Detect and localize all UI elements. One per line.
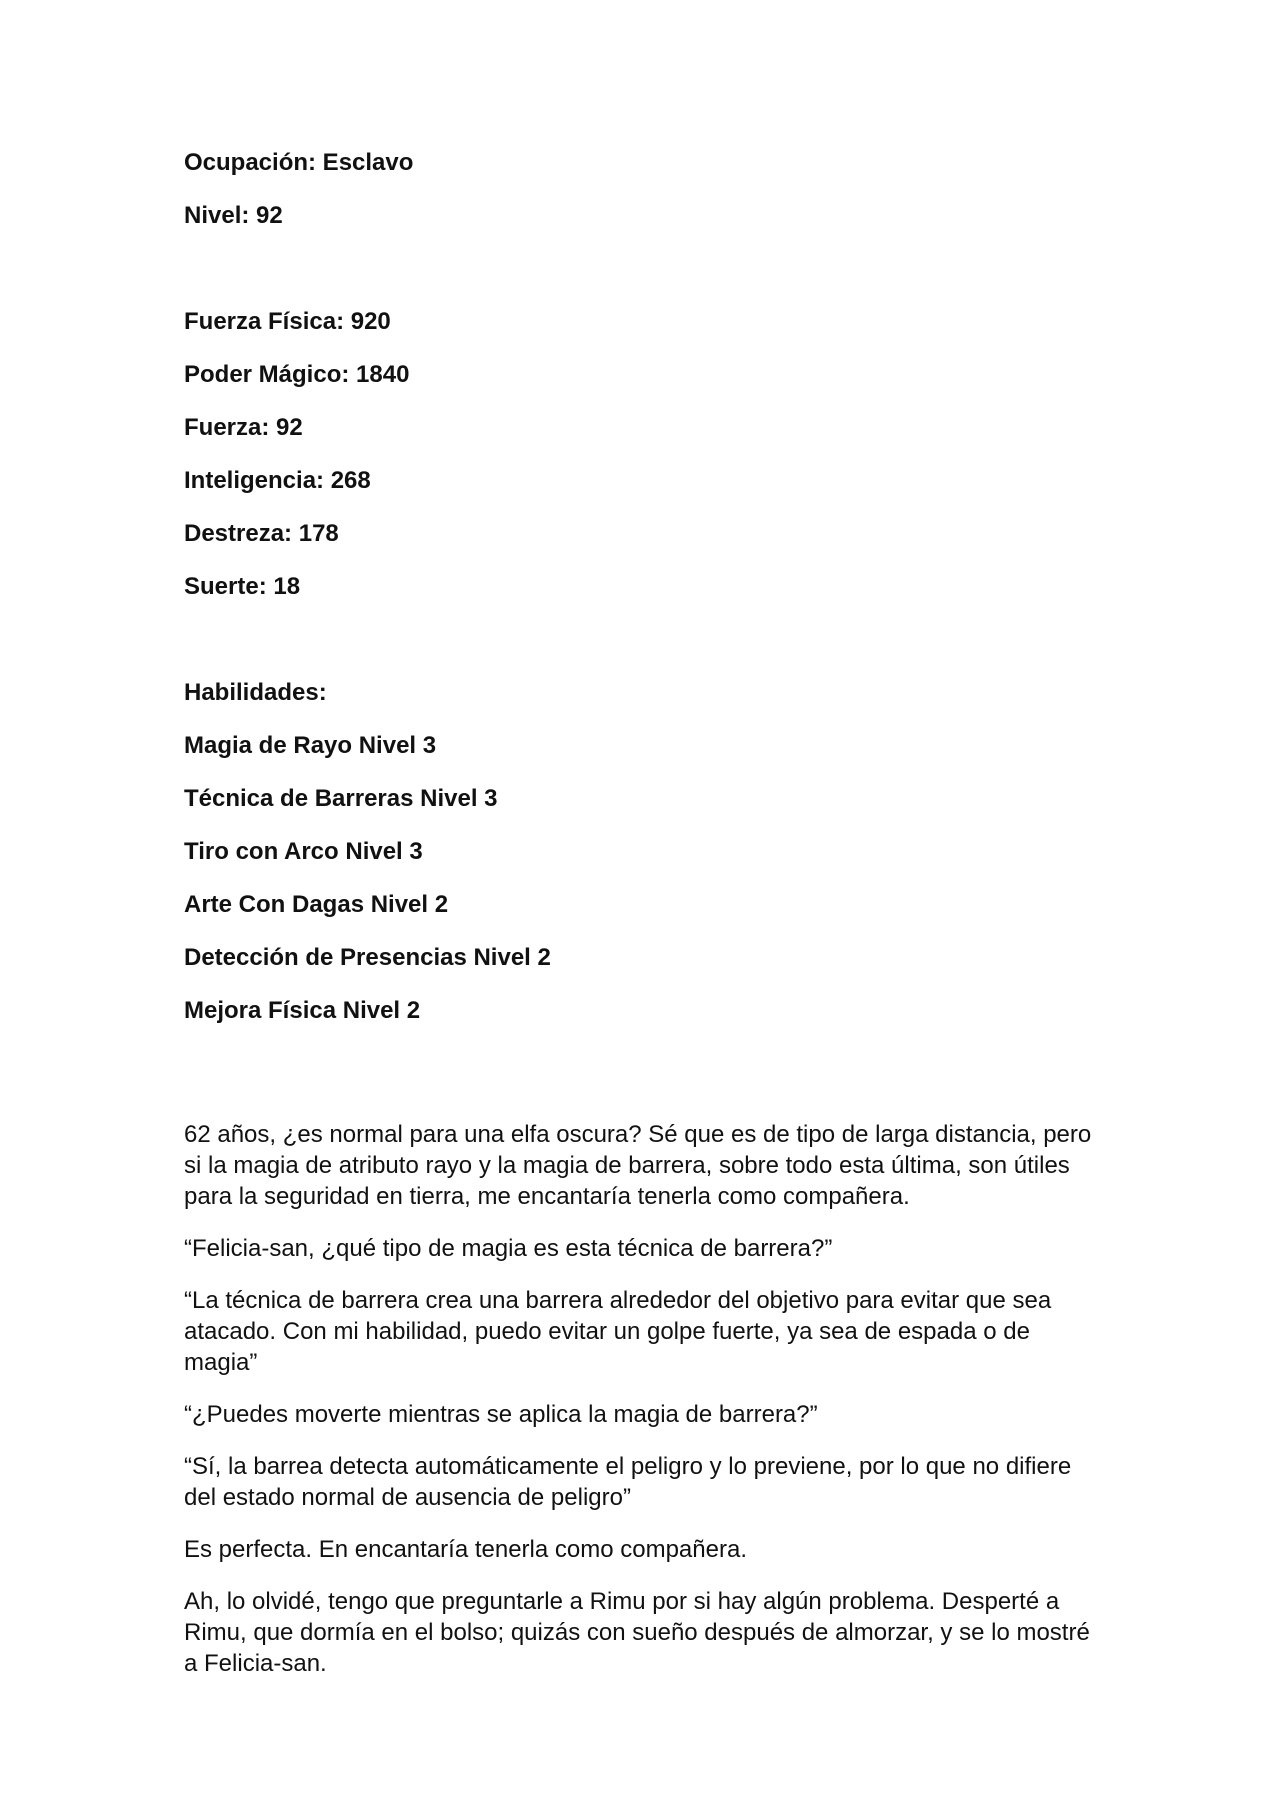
skill-line: Arte Con Dagas Nivel 2 xyxy=(184,891,449,918)
spacer xyxy=(184,254,1104,307)
paragraph: “¿Puedes moverte mientras se aplica la magia de barrera?” xyxy=(184,1401,818,1428)
occupation-line: Ocupación: Esclavo xyxy=(184,149,414,176)
stat-line: Suerte: 18 xyxy=(184,573,301,600)
skill-line: Mejora Física Nivel 2 xyxy=(184,997,421,1024)
paragraph: “Felicia-san, ¿qué tipo de magia es esta técnica de barrera?” xyxy=(184,1235,833,1262)
stat-line: Fuerza: 92 xyxy=(184,414,303,441)
document-page xyxy=(184,148,1104,1700)
paragraph: “La técnica de barrera crea una barrera alrededor del objetivo para evitar que sea atacado. Con mi habilidad, puedo evitar un golpe fuerte, ya sea de espada o de magia” xyxy=(184,1287,1052,1376)
paragraph: Es perfecta. En encantaría tenerla como compañera. xyxy=(184,1536,747,1563)
stat-line: Destreza: 178 xyxy=(184,520,339,547)
paragraph: Ah, lo olvidé, tengo que preguntarle a Rimu por si hay algún problema. Desperté a Rimu, que dormía en el bolso; quizás con sueño después de almorzar, y se lo mostré a Felicia-san. xyxy=(184,1588,1090,1677)
skills-list xyxy=(184,731,1104,1026)
spacer xyxy=(184,625,1104,678)
skill-line: Tiro con Arco Nivel 3 xyxy=(184,838,423,865)
skills-heading: Habilidades: xyxy=(184,679,327,706)
stat-line: Inteligencia: 268 xyxy=(184,467,371,494)
skill-line: Detección de Presencias Nivel 2 xyxy=(184,944,551,971)
paragraph: 62 años, ¿es normal para una elfa oscura? Sé que es de tipo de larga distancia, pero si la magia de atributo rayo y la magia de barrera, sobre todo esta última, son útiles para la seguridad en tierra, me encantaría tenerla como compañera. xyxy=(184,1121,1092,1210)
skill-line: Técnica de Barreras Nivel 3 xyxy=(184,785,498,812)
stat-line: Fuerza Física: 920 xyxy=(184,308,391,335)
skill-line: Magia de Rayo Nivel 3 xyxy=(184,732,437,759)
narrative-text xyxy=(184,1119,1104,1679)
stats-list xyxy=(184,307,1104,602)
spacer xyxy=(184,1049,1104,1119)
level-line: Nivel: 92 xyxy=(184,202,283,229)
stat-line: Poder Mágico: 1840 xyxy=(184,361,410,388)
paragraph: “Sí, la barrea detecta automáticamente el peligro y lo previene, por lo que no difiere del estado normal de ausencia de peligro” xyxy=(184,1453,1072,1511)
